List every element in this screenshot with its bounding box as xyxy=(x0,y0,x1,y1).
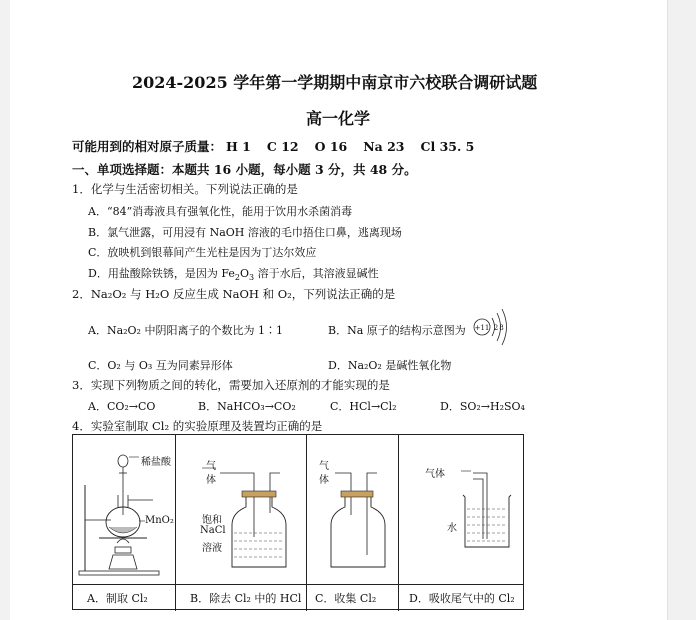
q2-option-a: A．Na₂O₂ 中阴阳离子的个数比为 1∶1 xyxy=(88,324,283,337)
document-title: 2024-2025 学年第一学期期中南京市六校联合调研试题 xyxy=(132,73,538,92)
q3-option-a: A．CO₂→CO xyxy=(88,400,156,413)
q3-option-c: C．HCl→Cl₂ xyxy=(330,400,397,413)
label-d-gas: 气体 xyxy=(425,469,445,480)
label-d-water: 水 xyxy=(447,523,457,534)
q3-option-b: B．NaHCO₃→CO₂ xyxy=(198,400,296,413)
q3-stem: 3．实现下列物质之间的转化，需要加入还原剂的才能实现的是 xyxy=(72,378,390,392)
scrollbar-track[interactable] xyxy=(667,0,696,620)
apparatus-b-drawing xyxy=(176,435,307,584)
label-b-sol-1: 饱和 xyxy=(202,515,222,526)
label-b-sol-2: NaCl xyxy=(200,525,226,536)
atomic-masses-label: 可能用到的相对原子质量： xyxy=(72,139,223,154)
atom-shell1-label: 2 xyxy=(493,324,499,332)
q2-option-c: C．O₂ 与 O₃ 互为同素异形体 xyxy=(88,359,233,372)
label-hcl: 稀盐酸 xyxy=(141,457,171,468)
q1-option-d xyxy=(88,265,379,282)
label-c-gas-1: 气 xyxy=(319,461,329,472)
q1-option-c: C．放映机到银幕间产生光柱是因为丁达尔效应 xyxy=(88,246,317,259)
apparatus-cell-a xyxy=(73,435,176,611)
apparatus-table xyxy=(72,434,524,610)
apparatus-d-drawing xyxy=(399,435,523,584)
label-mno2: MnO₂ xyxy=(145,515,174,526)
q2-option-d: D．Na₂O₂ 是碱性氧化物 xyxy=(328,359,452,372)
q2-option-b: B．Na 原子的结构示意图为 xyxy=(328,324,466,337)
atomic-mass-o: O 16 xyxy=(314,139,348,154)
q1-d-text: D．用盐酸除铁锈，是因为 Fe xyxy=(88,267,235,280)
q1-d-sub2: 3 xyxy=(248,273,255,283)
label-b-gas-2: 体 xyxy=(206,475,216,486)
document-subtitle: 高一化学 xyxy=(306,109,371,128)
atomic-mass-na: Na 23 xyxy=(363,139,405,154)
caption-d: D．吸收尾气中的 Cl₂ xyxy=(409,592,515,605)
apparatus-cell-b xyxy=(176,435,307,611)
q1-d-mid: O xyxy=(239,267,249,280)
q2-stem: 2．Na₂O₂ 与 H₂O 反应生成 NaOH 和 O₂，下列说法正确的是 xyxy=(72,287,396,301)
atom-shell2-label: 8 xyxy=(499,324,504,332)
q3-option-d: D．SO₂→H₂SO₄ xyxy=(440,400,525,413)
apparatus-cell-d xyxy=(399,435,523,611)
atomic-masses xyxy=(72,137,490,155)
atomic-mass-cl: Cl 35. 5 xyxy=(420,139,475,154)
caption-b: B．除去 Cl₂ 中的 HCl xyxy=(190,592,302,605)
q1-d-sub1: 2 xyxy=(234,273,240,283)
document-page xyxy=(10,0,667,620)
apparatus-cell-c xyxy=(307,435,399,611)
sodium-atom-diagram xyxy=(472,306,518,348)
label-c-gas-2: 体 xyxy=(319,475,329,486)
q1-option-a: A．“84”消毒液具有强氧化性，能用于饮用水杀菌消毒 xyxy=(88,205,353,218)
q1-stem: 1．化学与生活密切相关。下列说法正确的是 xyxy=(72,182,298,196)
section-heading: 一、单项选择题：本题共 16 小题，每小题 3 分，共 48 分。 xyxy=(72,162,417,177)
atomic-mass-c: C 12 xyxy=(266,139,299,154)
q1-option-b: B．氯气泄露，可用浸有 NaOH 溶液的毛巾捂住口鼻，逃离现场 xyxy=(88,226,402,239)
atom-nucleus-label: +11 xyxy=(474,324,490,332)
q1-d-post: 溶于水后，其溶液显碱性 xyxy=(254,267,379,280)
atomic-mass-h: H 1 xyxy=(226,139,251,154)
left-margin xyxy=(0,0,10,620)
label-b-sol-3: 溶液 xyxy=(202,543,222,554)
label-b-gas-1: 气 xyxy=(206,461,216,472)
caption-c: C．收集 Cl₂ xyxy=(315,592,377,605)
caption-a: A．制取 Cl₂ xyxy=(87,592,148,605)
q4-stem: 4．实验室制取 Cl₂ 的实验原理及装置均正确的是 xyxy=(72,419,323,433)
